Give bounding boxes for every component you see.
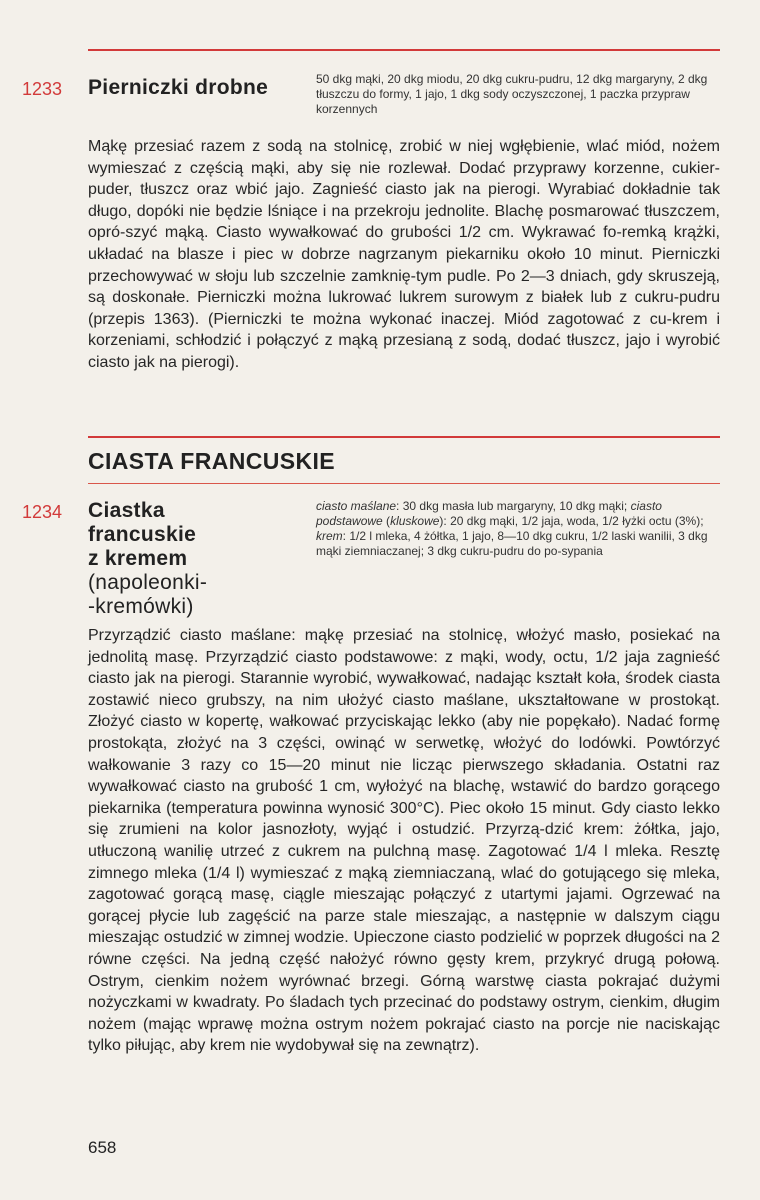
section-heading: CIASTA FRANCUSKIE (88, 448, 336, 474)
section-divider (88, 436, 720, 438)
recipe-number: 1233 (22, 79, 63, 99)
page-number: 658 (88, 1138, 117, 1157)
ingredient-group-label: krem (316, 529, 343, 543)
title-subtitle: (napoleonki- (88, 571, 208, 594)
title-line: francuskie (88, 523, 197, 546)
ingredients-list (316, 499, 720, 559)
top-divider (88, 49, 720, 51)
title-line: Ciastka (88, 499, 165, 522)
ingredient-text: : 1/2 l mleka, 4 żółtka, 1 jajo, 8—10 dkg cukru, 1/2 laski wanilii, 3 dkg mąki ziemniaczanej; 3 dkg cukru-pudru do po-sypania (316, 529, 708, 558)
ingredient-text: ( (382, 514, 391, 528)
section-underline (88, 483, 720, 484)
ingredient-group-label: ciasto maślane (316, 499, 397, 513)
recipe-instructions: Przyrządzić ciasto maślane: mąkę przesiać na stolnicę, włożyć masło, posiekać na jednolitą masę. Przyrządzić ciasto podstawowe: z mąki, wody, octu, 1/2 jaja zagnieść ciasto jak na pierogi. Starannie wyrobić, wywałkować, nadając kształt koła, środek ciasta zostawić nieco grubszy, na nim ułożyć ciasto maślane, ukształtowane w prostokąt. Złożyć ciasto w kopertę, wałkować przyciskając lekko (aby nie popękało). Nadać formę prostokąta, złożyć na 3 części, owinąć w serwetkę, włożyć do lodówki. Powtórzyć wałkowanie 3 razy co 15—20 minut nie licząc pierwszego składania. Ostatni raz wywałkować ciasto na grubość 1 cm, wyłożyć na blachę, wstawić do bardzo gorącego piekarnika (temperatura powinna wynosić 300°C). Piec około 15 minut. Gdy ciasto lekko się zrumieni na kolor jasnozłoty, wyjąć i ostudzić. Przyrzą-dzić krem: żółtka, jajo, utłuczoną wanilię utrzeć z cukrem na pulchną masę. Zagotować 1/4 l mleka. Resztę zimnego mleka (1/4 l) wymieszać z mąką ziemniaczaną, wlać do gotującego się mleka, zagotować gorącą masę, ciągle mieszając połączyć z utartymi jajami. Ogrzewać na gorącej płycie lub zagęścić na parze stale mieszając, a następnie w dalszym ciągu mieszając ostudzić w zimnej wodzie. Upieczone ciasto podzielić w poprzek długości na 2 równe części. Na jedną część nałożyć równo gęsty krem, przykryć drugą połową. Ostrym, cienkim nożem wyrównać brzegi. Górną warstwę ciasta pokrajać dużymi nożyczkami w kwadraty. Po śladach tych przecinać do podstawy ostrym, cienkim, długim nożem (mając wprawę można ostrym nożem pokrajać ciasto na porcje nie naciskając tylko piłując, aby krem nie wydobywał się na zewnątrz). (88, 627, 720, 1055)
ingredient-text: : 30 dkg masła lub margaryny, 10 dkg mąki; (396, 499, 631, 513)
recipe-instructions: Mąkę przesiać razem z sodą na stolnicę, zrobić w niej wgłębienie, wlać miód, nożem wymieszać z częścią mąki, aby się nie rozlewał. Dodać przyprawy korzenne, cukier-puder, tłuszcz oraz wbić jajo. Zagnieść ciasto jak na pierogi. Wyrabiać dokładnie tak długo, dopóki nie będzie lśniące i na przekroju jednolite. Blachę posmarować tłuszczem, opró-szyć mąką. Ciasto wywałkować do grubości 1/2 cm. Wykrawać fo-remką krążki, układać na blasze i piec w dobrze nagrzanym piekarniku około 10 minut. Pierniczki przechowywać w słoju lub szczelnie zamknię-tym pudle. Po 2—3 dniach, gdy skruszeją, są doskonałe. Pierniczki można lukrować lukrem surowym z białek lub z cukru-pudru (przepis 1363). (Pierniczki te można wykonać inaczej. Miód zagotować z cu-krem i korzeniami, schłodzić i połączyć z mąką przesianą z sodą, dodać tłuszcz, jajo i wyrobić ciasto jak na pierogi). (88, 138, 720, 371)
title-line: z kremem (88, 547, 188, 570)
recipe-title (88, 499, 207, 619)
ingredient-text: ): 20 dkg mąki, 1/2 jaja, woda, 1/2 łyżki octu (3%); (439, 514, 704, 528)
title-subtitle: -kremówki) (88, 595, 194, 618)
ingredient-group-label: kluskowe (390, 514, 440, 528)
ingredients-list: 50 dkg mąki, 20 dkg miodu, 20 dkg cukru-pudru, 12 dkg margaryny, 2 dkg tłuszczu do formy, 1 jajo, 1 dkg sody oczyszczonej, 1 paczka przypraw korzennych (316, 72, 708, 116)
recipe-number: 1234 (22, 502, 63, 522)
ingredient-group-label: ciasto podstawowe (316, 499, 662, 528)
recipe-title: Pierniczki drobne (88, 76, 269, 99)
